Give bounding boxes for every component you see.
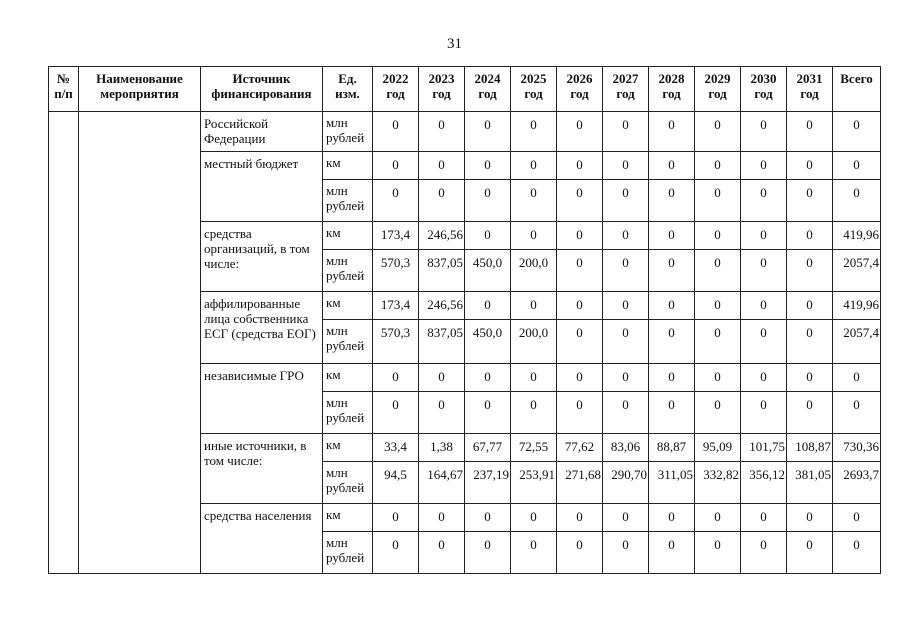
header-year: 2026 год [557, 67, 603, 112]
year-value-cell: 0 [465, 222, 511, 250]
year-value-cell: 0 [465, 180, 511, 222]
total-value-cell: 0 [833, 392, 881, 434]
year-value-cell: 311,05 [649, 462, 695, 504]
page-number: 31 [447, 36, 462, 52]
year-value-cell: 0 [649, 320, 695, 364]
year-value-cell: 164,67 [419, 462, 465, 504]
year-value-cell: 0 [419, 392, 465, 434]
year-value-cell: 0 [695, 222, 741, 250]
total-value-cell: 0 [833, 112, 881, 152]
year-value-cell: 72,55 [511, 434, 557, 462]
year-value-cell: 237,19 [465, 462, 511, 504]
year-value-cell: 0 [511, 532, 557, 574]
year-value-cell: 0 [695, 532, 741, 574]
year-value-cell: 0 [787, 112, 833, 152]
year-value-cell: 0 [511, 152, 557, 180]
year-value-cell: 108,87 [787, 434, 833, 462]
year-value-cell: 0 [373, 112, 419, 152]
header-year: 2025 год [511, 67, 557, 112]
year-value-cell: 0 [695, 250, 741, 292]
year-value-cell: 0 [603, 152, 649, 180]
unit-cell: км [323, 434, 373, 462]
year-value-cell: 0 [557, 222, 603, 250]
year-value-cell: 0 [419, 364, 465, 392]
header-year: 2027 год [603, 67, 649, 112]
header-total: Всего [833, 67, 881, 112]
year-value-cell: 0 [649, 392, 695, 434]
year-value-cell: 33,4 [373, 434, 419, 462]
year-value-cell: 67,77 [465, 434, 511, 462]
year-value-cell: 0 [465, 392, 511, 434]
total-value-cell: 419,96 [833, 222, 881, 250]
year-value-cell: 0 [603, 532, 649, 574]
year-value-cell: 0 [787, 152, 833, 180]
year-value-cell: 0 [741, 504, 787, 532]
financing-table [48, 66, 881, 574]
unit-cell: млн рублей [323, 250, 373, 292]
year-value-cell: 101,75 [741, 434, 787, 462]
year-value-cell: 0 [465, 112, 511, 152]
year-value-cell: 0 [511, 292, 557, 320]
unit-cell: млн рублей [323, 320, 373, 364]
year-value-cell: 0 [787, 222, 833, 250]
year-value-cell: 0 [649, 180, 695, 222]
year-value-cell: 0 [511, 504, 557, 532]
year-value-cell: 0 [741, 320, 787, 364]
year-value-cell: 0 [373, 364, 419, 392]
year-value-cell: 0 [787, 180, 833, 222]
total-value-cell: 419,96 [833, 292, 881, 320]
year-value-cell: 0 [373, 392, 419, 434]
year-value-cell: 0 [695, 392, 741, 434]
year-value-cell: 0 [741, 532, 787, 574]
year-value-cell: 1,38 [419, 434, 465, 462]
year-value-cell: 0 [649, 152, 695, 180]
unit-cell: млн рублей [323, 462, 373, 504]
year-value-cell: 0 [695, 152, 741, 180]
year-value-cell: 450,0 [465, 250, 511, 292]
activity-name-cell [79, 112, 201, 574]
year-value-cell: 271,68 [557, 462, 603, 504]
year-value-cell: 0 [557, 180, 603, 222]
year-value-cell: 0 [603, 180, 649, 222]
year-value-cell: 0 [557, 364, 603, 392]
year-value-cell: 0 [511, 364, 557, 392]
year-value-cell: 0 [695, 292, 741, 320]
year-value-cell: 0 [373, 152, 419, 180]
year-value-cell: 570,3 [373, 250, 419, 292]
year-value-cell: 0 [603, 364, 649, 392]
year-value-cell: 173,4 [373, 292, 419, 320]
year-value-cell: 77,62 [557, 434, 603, 462]
total-value-cell: 0 [833, 152, 881, 180]
total-value-cell: 0 [833, 504, 881, 532]
header-year: 2028 год [649, 67, 695, 112]
year-value-cell: 0 [465, 532, 511, 574]
header-year: 2031 год [787, 67, 833, 112]
year-value-cell: 0 [741, 250, 787, 292]
year-value-cell: 0 [649, 250, 695, 292]
year-value-cell: 0 [419, 112, 465, 152]
year-value-cell: 332,82 [695, 462, 741, 504]
year-value-cell: 0 [465, 152, 511, 180]
header-year: 2024 год [465, 67, 511, 112]
year-value-cell: 0 [649, 112, 695, 152]
year-value-cell: 0 [511, 222, 557, 250]
year-value-cell: 0 [603, 222, 649, 250]
unit-cell: млн рублей [323, 180, 373, 222]
year-value-cell: 381,05 [787, 462, 833, 504]
year-value-cell: 0 [465, 364, 511, 392]
year-value-cell: 0 [419, 152, 465, 180]
year-value-cell: 0 [603, 504, 649, 532]
year-value-cell: 0 [557, 250, 603, 292]
header-unit: Ед. изм. [323, 67, 373, 112]
total-value-cell: 730,36 [833, 434, 881, 462]
year-value-cell: 0 [741, 392, 787, 434]
year-value-cell: 253,91 [511, 462, 557, 504]
year-value-cell: 0 [695, 504, 741, 532]
total-value-cell: 2057,4 [833, 250, 881, 292]
year-value-cell: 450,0 [465, 320, 511, 364]
header-year: 2029 год [695, 67, 741, 112]
year-value-cell: 0 [603, 112, 649, 152]
year-value-cell: 0 [511, 392, 557, 434]
funding-source-cell: Российской Федерации [201, 112, 323, 152]
year-value-cell: 0 [787, 292, 833, 320]
year-value-cell: 0 [603, 392, 649, 434]
year-value-cell: 83,06 [603, 434, 649, 462]
year-value-cell: 173,4 [373, 222, 419, 250]
year-value-cell: 95,09 [695, 434, 741, 462]
year-value-cell: 0 [603, 320, 649, 364]
year-value-cell: 0 [649, 292, 695, 320]
year-value-cell: 0 [465, 504, 511, 532]
funding-source-cell: средства населения [201, 504, 323, 574]
funding-source-cell: независимые ГРО [201, 364, 323, 434]
funding-source-cell: аффилированные лица собственника ЕСГ (средства ЕОГ) [201, 292, 323, 364]
year-value-cell: 570,3 [373, 320, 419, 364]
year-value-cell: 0 [787, 504, 833, 532]
header-year: 2023 год [419, 67, 465, 112]
funding-source-cell: местный бюджет [201, 152, 323, 222]
unit-cell: млн рублей [323, 532, 373, 574]
year-value-cell: 0 [557, 320, 603, 364]
year-value-cell: 0 [419, 180, 465, 222]
year-value-cell: 0 [741, 112, 787, 152]
year-value-cell: 0 [787, 532, 833, 574]
year-value-cell: 0 [787, 392, 833, 434]
year-value-cell: 0 [649, 532, 695, 574]
table-row [49, 112, 881, 152]
header-num: № п/п [49, 67, 79, 112]
total-value-cell: 0 [833, 532, 881, 574]
year-value-cell: 0 [741, 222, 787, 250]
unit-cell: км [323, 222, 373, 250]
year-value-cell: 0 [373, 180, 419, 222]
year-value-cell: 0 [603, 292, 649, 320]
year-value-cell: 0 [787, 364, 833, 392]
header-row [49, 67, 881, 112]
total-value-cell: 0 [833, 364, 881, 392]
year-value-cell: 0 [787, 320, 833, 364]
year-value-cell: 200,0 [511, 250, 557, 292]
year-value-cell: 0 [465, 292, 511, 320]
year-value-cell: 94,5 [373, 462, 419, 504]
year-value-cell: 0 [787, 250, 833, 292]
year-value-cell: 0 [741, 292, 787, 320]
unit-cell: км [323, 504, 373, 532]
year-value-cell: 0 [557, 532, 603, 574]
year-value-cell: 0 [695, 112, 741, 152]
unit-cell: км [323, 292, 373, 320]
year-value-cell: 0 [557, 292, 603, 320]
year-value-cell: 356,12 [741, 462, 787, 504]
unit-cell: км [323, 152, 373, 180]
year-value-cell: 0 [695, 364, 741, 392]
unit-cell: млн рублей [323, 112, 373, 152]
total-value-cell: 2693,7 [833, 462, 881, 504]
year-value-cell: 88,87 [649, 434, 695, 462]
year-value-cell: 0 [373, 504, 419, 532]
year-value-cell: 0 [373, 532, 419, 574]
header-year: 2022 год [373, 67, 419, 112]
year-value-cell: 0 [695, 320, 741, 364]
year-value-cell: 0 [511, 112, 557, 152]
year-value-cell: 0 [557, 504, 603, 532]
year-value-cell: 0 [557, 152, 603, 180]
unit-cell: млн рублей [323, 392, 373, 434]
header-year: 2030 год [741, 67, 787, 112]
year-value-cell: 0 [557, 112, 603, 152]
funding-source-cell: иные источники, в том числе: [201, 434, 323, 504]
year-value-cell: 837,05 [419, 320, 465, 364]
year-value-cell: 0 [511, 180, 557, 222]
year-value-cell: 200,0 [511, 320, 557, 364]
year-value-cell: 0 [649, 222, 695, 250]
year-value-cell: 0 [557, 392, 603, 434]
year-value-cell: 0 [419, 532, 465, 574]
header-source: Источник финансирования [201, 67, 323, 112]
num-cell [49, 112, 79, 574]
year-value-cell: 246,56 [419, 222, 465, 250]
year-value-cell: 0 [695, 180, 741, 222]
header-name: Наименование мероприятия [79, 67, 201, 112]
funding-source-cell: средства организаций, в том числе: [201, 222, 323, 292]
year-value-cell: 290,70 [603, 462, 649, 504]
year-value-cell: 246,56 [419, 292, 465, 320]
year-value-cell: 0 [741, 180, 787, 222]
year-value-cell: 0 [741, 364, 787, 392]
year-value-cell: 0 [419, 504, 465, 532]
year-value-cell: 0 [603, 250, 649, 292]
year-value-cell: 0 [741, 152, 787, 180]
year-value-cell: 0 [649, 504, 695, 532]
year-value-cell: 837,05 [419, 250, 465, 292]
year-value-cell: 0 [649, 364, 695, 392]
total-value-cell: 2057,4 [833, 320, 881, 364]
total-value-cell: 0 [833, 180, 881, 222]
unit-cell: км [323, 364, 373, 392]
